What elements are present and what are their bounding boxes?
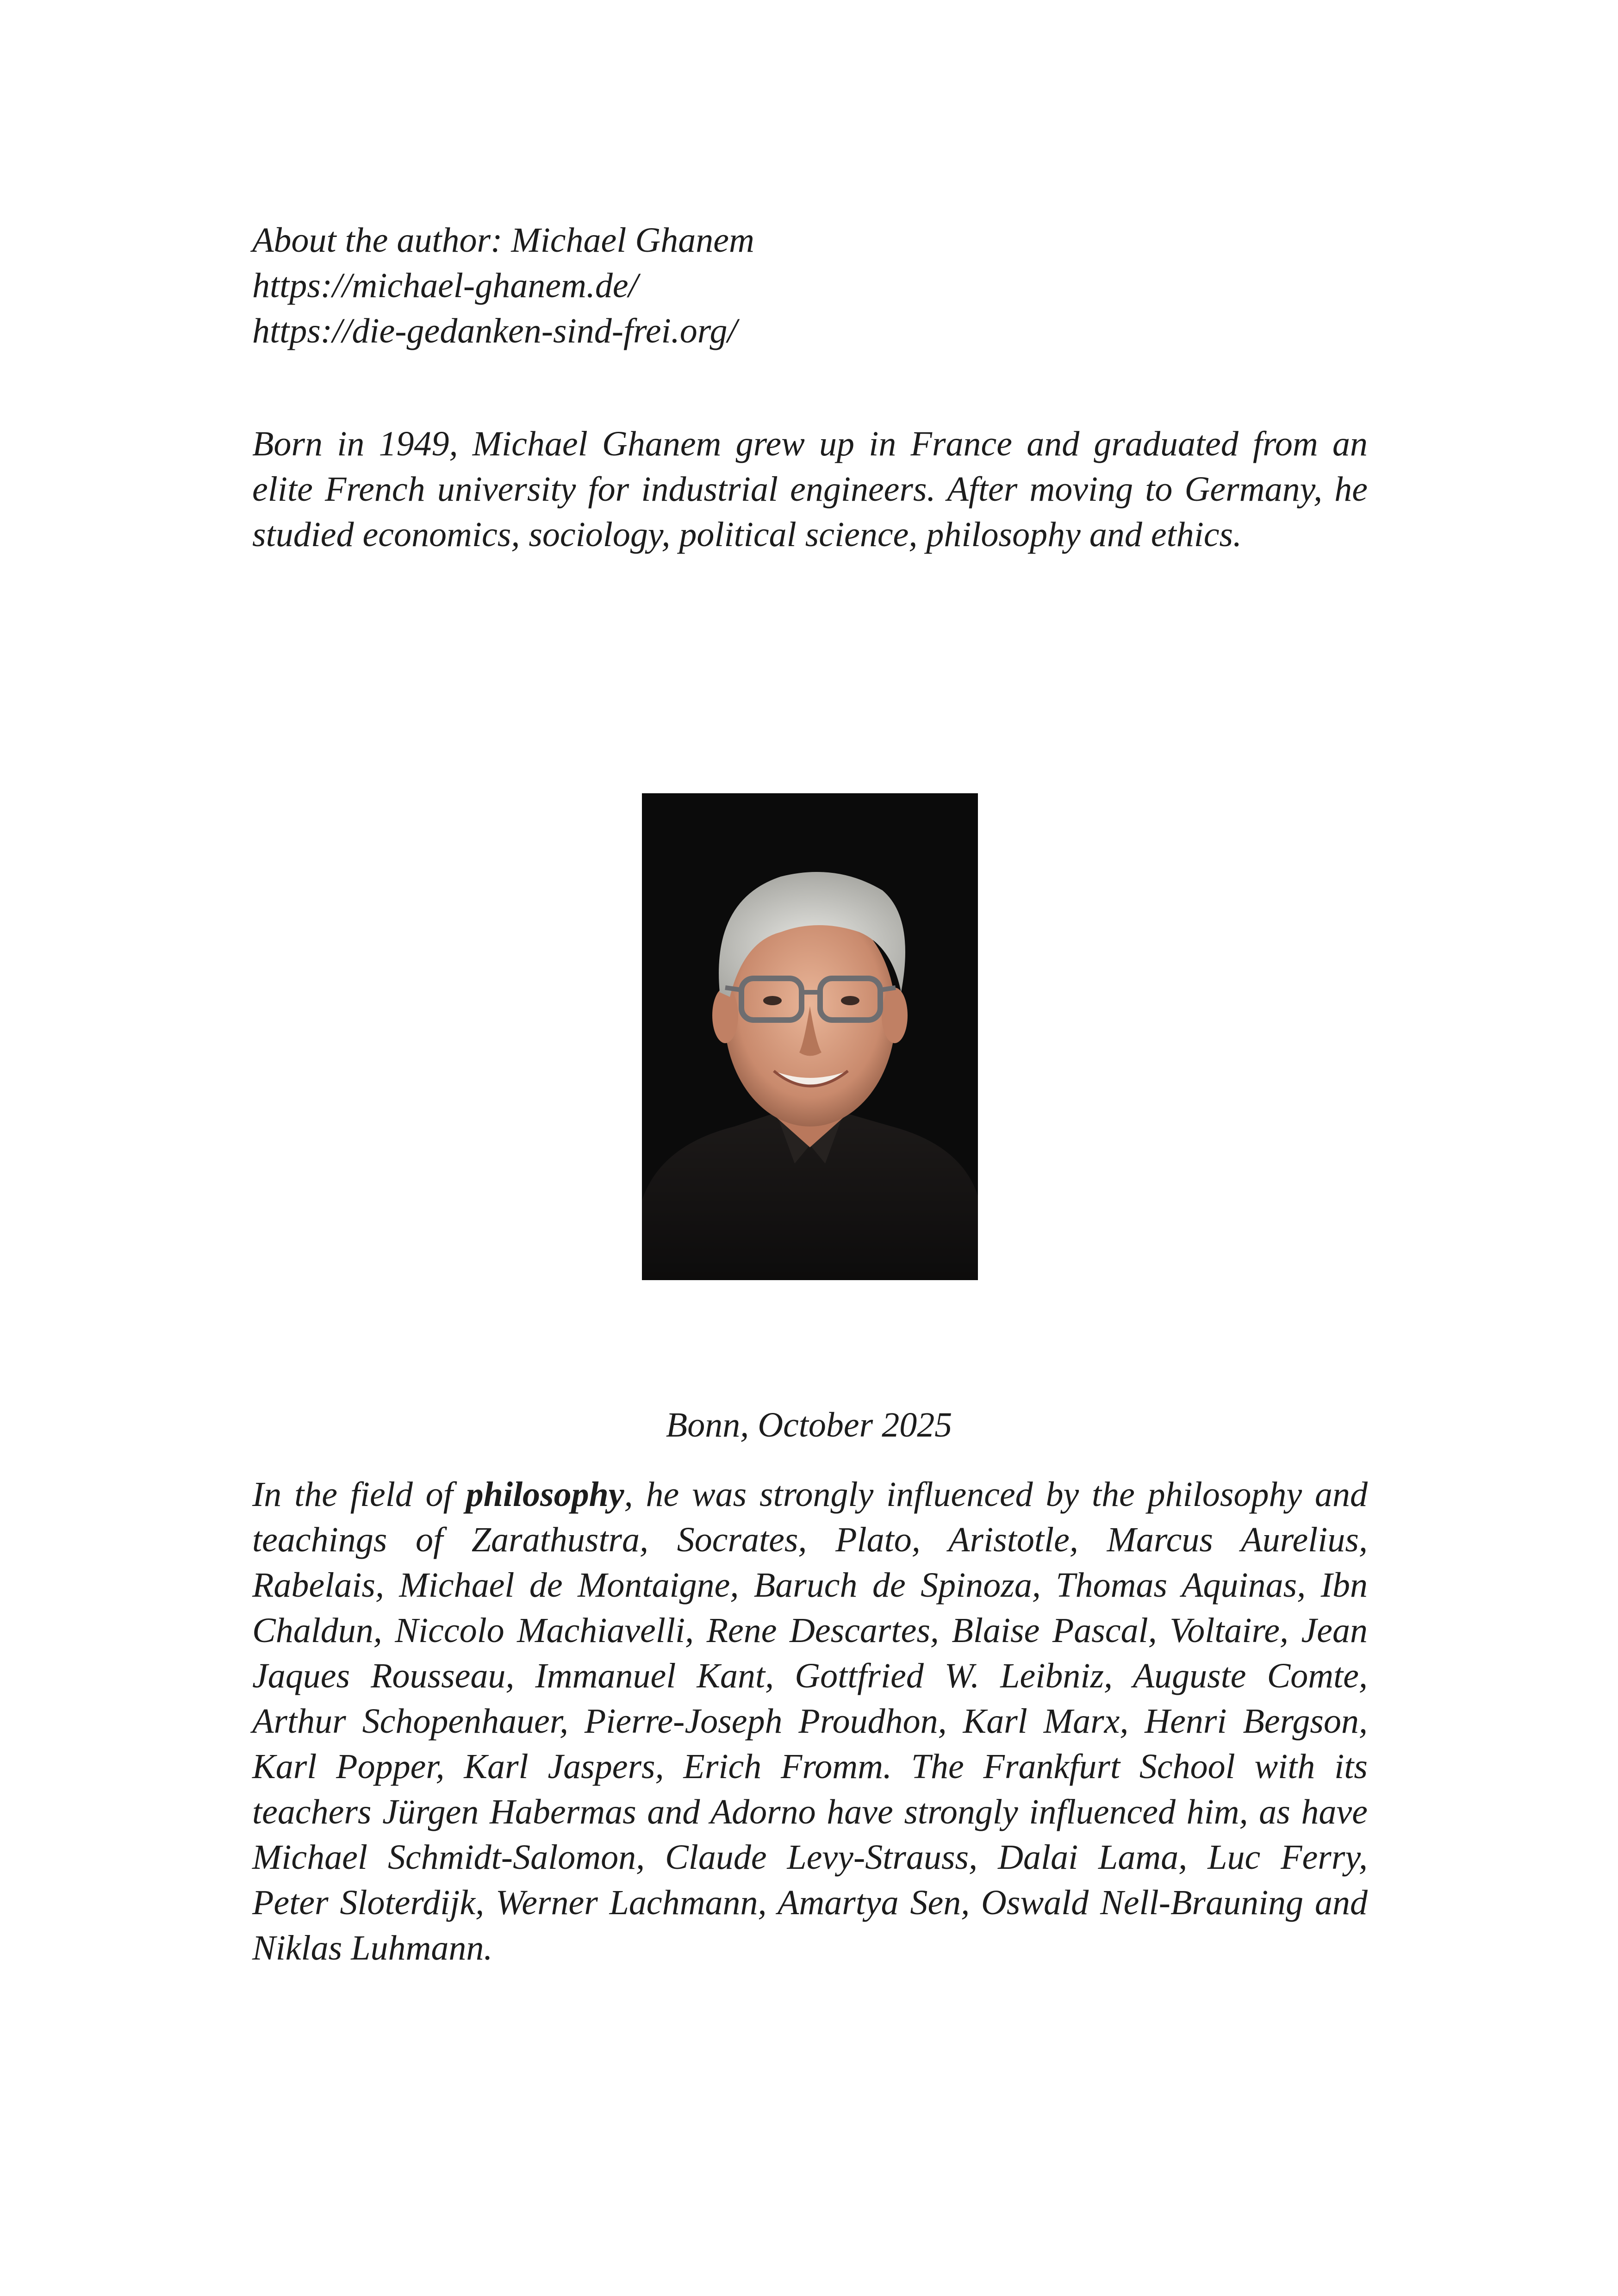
philosophy-emphasis: philosophy: [466, 1475, 624, 1514]
website-link-primary[interactable]: https://michael-ghanem.de/: [252, 266, 638, 305]
influences-intro: In the field of: [252, 1475, 466, 1514]
author-portrait-icon: [642, 793, 978, 1280]
website-link-secondary[interactable]: https://die-gedanken-sind-frei.org/: [252, 311, 737, 350]
influences-text: , he was strongly influenced by the philosophy and teachings of Zarathustra, Socrates, Plato, Aristotle, Marcus Aurelius, Rabelais, Michael de Montaigne, Baruch de Spinoza, Thomas Aquinas, Ibn Chaldun, Niccolo Machiavelli, Rene Descartes, Blaise Pascal, Voltaire, Jean Jaques Rousseau, Immanuel Kant, Gottfried W. Leibniz, Auguste Comte, Arthur Schopenhauer, Pierre-Joseph Proudhon, Karl Marx, Henri Bergson, Karl Popper, Karl Jaspers, Erich Fromm. The Frankfurt School with its teachers Jürgen Habermas and Adorno have strongly influenced him, as have Michael Schmidt-Salomon, Claude Levy-Strauss, Dalai Lama, Luc Ferry, Peter Sloterdijk, Werner Lachmann, Amartya Sen, Oswald Nell-Brauning and Niklas Luhmann.: [252, 1475, 1368, 1967]
philosophy-influences-paragraph: [252, 1472, 1368, 1971]
place-and-date: Bonn, October 2025: [666, 1406, 952, 1444]
author-header: [252, 218, 1368, 354]
author-portrait-photo: [642, 793, 978, 1280]
about-author-line: About the author: Michael Ghanem: [252, 221, 754, 260]
author-bio-paragraph: Born in 1949, Michael Ghanem grew up in France and graduated from an elite French university for industrial engineers. After moving to Germany, he studied economics, sociology, political science, philosophy and ethics.: [252, 424, 1368, 554]
